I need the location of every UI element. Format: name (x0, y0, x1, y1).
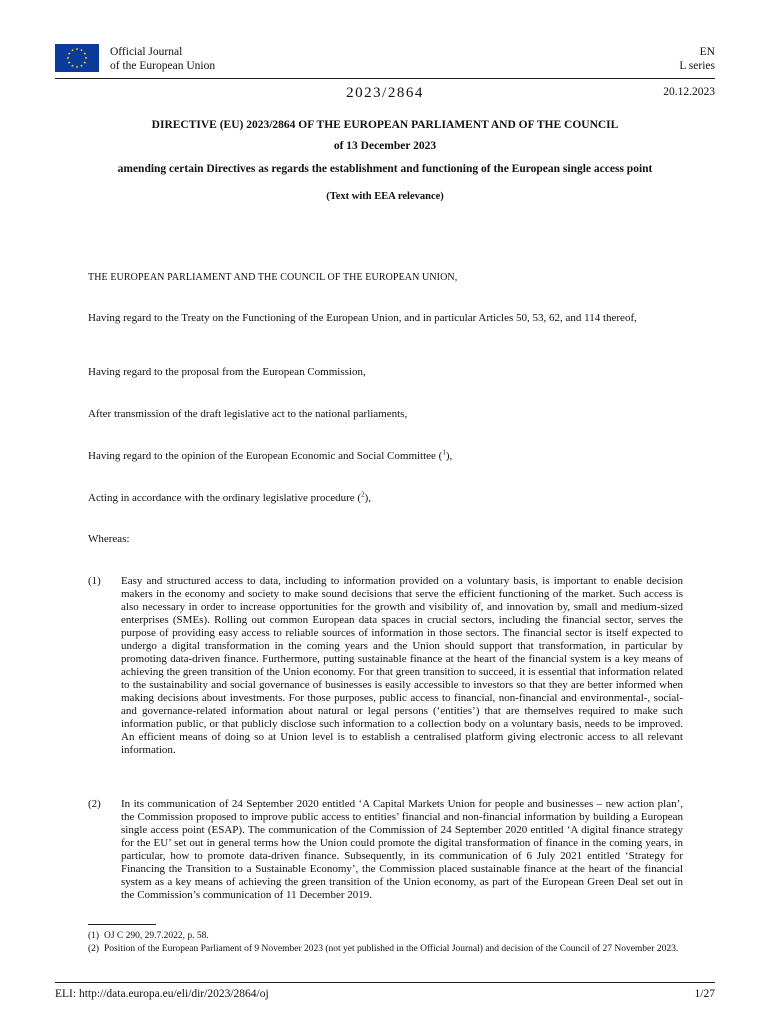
publication-date: 20.12.2023 (663, 86, 715, 98)
preamble-transmission: After transmission of the draft legislative act to the national parliaments, (88, 408, 408, 420)
language-series (679, 45, 715, 73)
procedure-text: Acting in accordance with the ordinary legislative procedure ( (88, 492, 362, 504)
footnote-text: Position of the European Parliament of 9 November 2023 (not yet published in the Official Journal) and decision of the Council of 27 November 2023. (104, 944, 679, 954)
directive-title-block (110, 118, 660, 204)
footnote (88, 930, 683, 942)
recital-text: Easy and structured access to data, including to information provided on a voluntary basis, is important to enable decision makers in the economy and society to make sound decisions that serve the efficient functioning of the market. Such access is also necessary in order to increase opportunities for the growth and visibility of, and innovation by, small and medium-sized enterprises (SMEs). Rolling out common European data spaces in crucial sectors, including the financial sector, serves the purpose of providing easy access to reliable sources of information in those sectors. The financial sector is itself expected to undergo a digital transformation in the coming years and the Union should support that transformation, in particular by promoting data-driven finance. Furthermore, putting sustainable finance at the heart of the financial system is a key means of achieving the green transition of the Union economy. For that green transition to succeed, it is essential that information related to the sustainability and social governance of businesses is easily accessible to investors so that they are better informed when making decisions about investments. For those purposes, public access to financial, non-financial and environmental-, social- and governance-related information about natural or legal persons (‘entities’) that are themselves required to make such information public, or that publicly disclose such information to a collection body on a voluntary basis, needs to be improved. An efficient means of doing so at Union level is to establish a centralised platform giving electronic access to all relevant information. (121, 575, 683, 756)
recital (88, 798, 683, 902)
procedure-text-end: ), (364, 492, 371, 504)
document-number: 2023/2864 (346, 85, 424, 101)
preamble-institutions: THE EUROPEAN PARLIAMENT AND THE COUNCIL OF THE EUROPEAN UNION, (88, 272, 458, 283)
language-code: EN (699, 46, 715, 58)
opinion-text: Having regard to the opinion of the European Economic and Social Committee ( (88, 450, 443, 462)
page-number: 1/27 (694, 988, 715, 1000)
recital-number: (1) (88, 575, 101, 587)
footnote-text: OJ C 290, 29.7.2022, p. 58. (104, 931, 209, 941)
preamble-opinion (88, 450, 683, 463)
journal-title-line2: of the European Union (110, 60, 216, 72)
preamble-whereas: Whereas: (88, 533, 130, 545)
footnote-rule (88, 924, 156, 925)
preamble-procedure (88, 492, 683, 505)
eli-link[interactable]: ELI: http://data.europa.eu/eli/dir/2023/2864/oj (55, 988, 269, 1000)
recital-number: (2) (88, 798, 101, 810)
footnote-ref-1[interactable]: 1 (442, 448, 446, 457)
eu-flag-logo (55, 44, 99, 72)
preamble-proposal: Having regard to the proposal from the European Commission, (88, 366, 366, 378)
directive-subject: amending certain Directives as regards the establishment and functioning of the European single access point (117, 163, 653, 175)
footer-rule (55, 982, 715, 983)
recital-text: In its communication of 24 September 2020 entitled ‘A Capital Markets Union for people and businesses – new action plan’, the Commission proposed to improve public access to entities’ financial and non-financial information by building a European single access point (ESAP). The communication of the Commission of 24 September 2020 entitled ‘A digital finance strategy for the EU’ set out in general terms how the Union could promote the digital transformation of finance in the coming years, in particular, how to promote data-driven finance. Subsequently, in its communication of 6 July 2021 entitled ‘Strategy for Financing the Transition to a Sustainable Economy’, the Commission placed sustainable finance at the heart of the financial system as a key means of achieving the green transition of the Union economy, as part of the European Green Deal set out in the Commission’s communication of 11 December 2019. (121, 798, 683, 901)
eea-relevance: (Text with EEA relevance) (326, 191, 444, 202)
recital (88, 575, 683, 757)
directive-date: of 13 December 2023 (333, 140, 437, 152)
series-label: L series (679, 60, 715, 72)
opinion-text-end: ), (445, 450, 453, 462)
footnote-ref-2[interactable]: 2 (361, 490, 365, 499)
header-rule (55, 78, 715, 79)
directive-title: DIRECTIVE (EU) 2023/2864 OF THE EUROPEAN PARLIAMENT AND OF THE COUNCIL (151, 119, 619, 131)
footnote-number: (2) (88, 944, 100, 954)
journal-title-line1: Official Journal (110, 46, 183, 58)
preamble-treaty: Having regard to the Treaty on the Functioning of the European Union, and in particular Articles 50, 53, 62, and 114 thereof, (88, 312, 637, 324)
journal-title (110, 45, 215, 73)
footnote (88, 943, 683, 955)
footnote-number: (1) (88, 931, 100, 941)
